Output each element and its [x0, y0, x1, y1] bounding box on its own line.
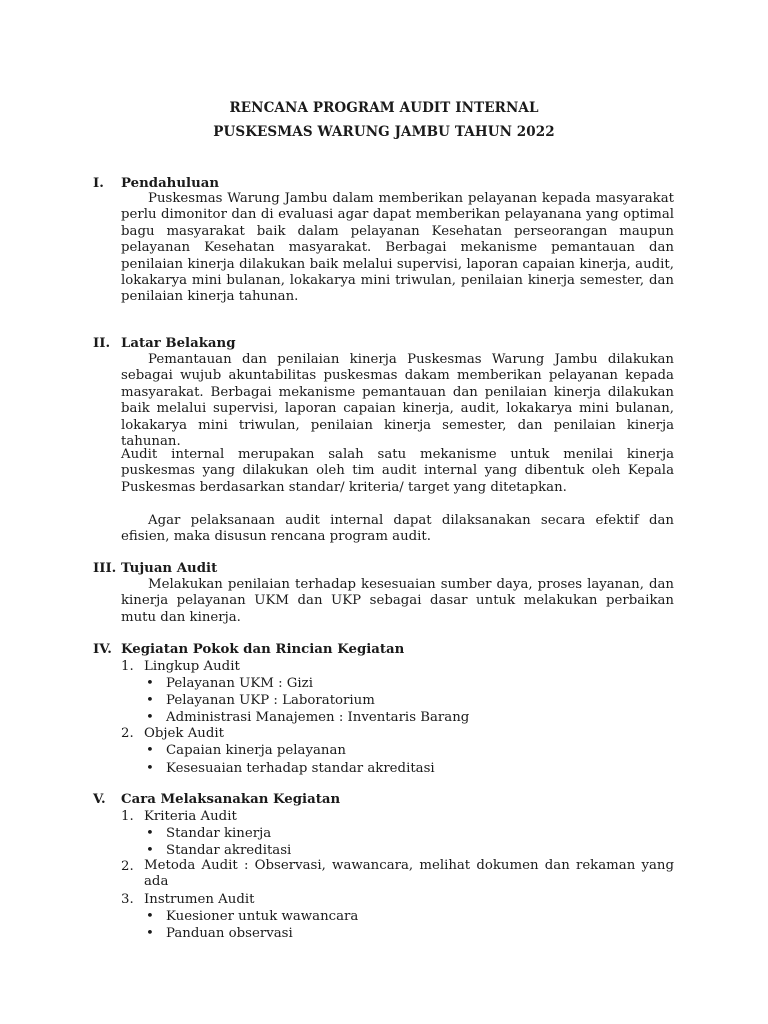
section-number-1: I. [93, 176, 104, 191]
list-number: 1. [121, 809, 134, 824]
bullet-icon: • [146, 676, 154, 691]
list-item-instrumen-audit: Instrumen Audit [144, 892, 255, 907]
list-number: 2. [121, 859, 134, 874]
section-title-latar-belakang: Latar Belakang [121, 336, 236, 351]
section-title-tujuan-audit: Tujuan Audit [121, 561, 218, 576]
section-title-cara-melaksanakan: Cara Melaksanakan Kegiatan [121, 792, 341, 807]
bullet-icon: • [146, 761, 154, 776]
section-number-3: III. [93, 561, 117, 576]
section-title-kegiatan-pokok: Kegiatan Pokok dan Rincian Kegiatan [121, 642, 405, 657]
section-1-paragraph: Puskesmas Warung Jambu dalam memberikan pelayanan kepada masyarakat perlu dimonitor dan di evaluasi agar dapat memberikan pelayanana yang optimal bagu masyarakat baik dalam pelayanan Kesehatan perseorangan maupun pelayanan Kesehatan masyarakat. Berbagai mekanisme pemantauan dan penilaian kinerja dilakukan baik melalui supervisi, laporan capaian kinerja, audit, lokakarya mini bulanan, lokakarya mini triwulan, penilaian kinerja semester, dan penilaian kinerja tahunan. [121, 191, 674, 305]
bullet-icon: • [146, 710, 154, 725]
bullet-item: Capaian kinerja pelayanan [166, 743, 346, 758]
bullet-item: Standar akreditasi [166, 843, 292, 858]
document-title-line1: RENCANA PROGRAM AUDIT INTERNAL [229, 100, 539, 116]
section-number-4: IV. [93, 642, 112, 657]
bullet-item: Panduan observasi [166, 926, 293, 941]
bullet-item: Standar kinerja [166, 826, 272, 841]
list-number: 2. [121, 726, 134, 741]
bullet-item: Administrasi Manajemen : Inventaris Barang [166, 710, 470, 725]
list-item-metoda-audit: Metoda Audit : Observasi, wawancara, melihat dokumen dan rekaman yang ada [144, 858, 674, 890]
list-number: 3. [121, 892, 134, 907]
bullet-item: Pelayanan UKP : Laboratorium [166, 693, 375, 708]
section-2-paragraph-1: Pemantauan dan penilaian kinerja Puskesmas Warung Jambu dilakukan sebagai wujub akuntabilitas puskesmas dakam memberikan pelayanan kepada masyarakat. Berbagai mekanisme pemantauan dan penilaian kinerja dilakukan baik melalui supervisi, laporan capaian kinerja, audit, lokakarya mini bulanan, lokakarya mini triwulan, penilaian kinerja semester, dan penilaian kinerja tahunan. [121, 352, 674, 450]
bullet-icon: • [146, 743, 154, 758]
section-3-paragraph: Melakukan penilaian terhadap kesesuaian sumber daya, proses layanan, dan kinerja pelayanan UKM dan UKP sebagai dasar untuk melakukan perbaikan mutu dan kinerja. [121, 577, 674, 625]
section-number-5: V. [93, 792, 106, 807]
list-item-objek-audit: Objek Audit [144, 726, 224, 741]
bullet-icon: • [146, 926, 154, 941]
bullet-item: Pelayanan UKM : Gizi [166, 676, 313, 691]
section-2-paragraph-2: Audit internal merupakan salah satu mekanisme untuk menilai kinerja puskesmas yang dilakukan oleh tim audit internal yang dibentuk oleh Kepala Puskesmas berdasarkan standar/ kriteria/ target yang ditetapkan. [121, 447, 674, 495]
bullet-icon: • [146, 693, 154, 708]
bullet-icon: • [146, 826, 154, 841]
bullet-item: Kuesioner untuk wawancara [166, 909, 359, 924]
list-number: 1. [121, 659, 134, 674]
list-item-lingkup-audit: Lingkup Audit [144, 659, 240, 674]
bullet-item: Kesesuaian terhadap standar akreditasi [166, 761, 435, 776]
bullet-icon: • [146, 909, 154, 924]
section-title-pendahuluan: Pendahuluan [121, 176, 220, 191]
section-number-2: II. [93, 336, 111, 351]
document-title-line2: PUSKESMAS WARUNG JAMBU TAHUN 2022 [213, 124, 555, 140]
bullet-icon: • [146, 843, 154, 858]
section-2-paragraph-3: Agar pelaksanaan audit internal dapat dilaksanakan secara efektif dan efisien, maka disusun rencana program audit. [121, 513, 674, 545]
list-item-kriteria-audit: Kriteria Audit [144, 809, 237, 824]
